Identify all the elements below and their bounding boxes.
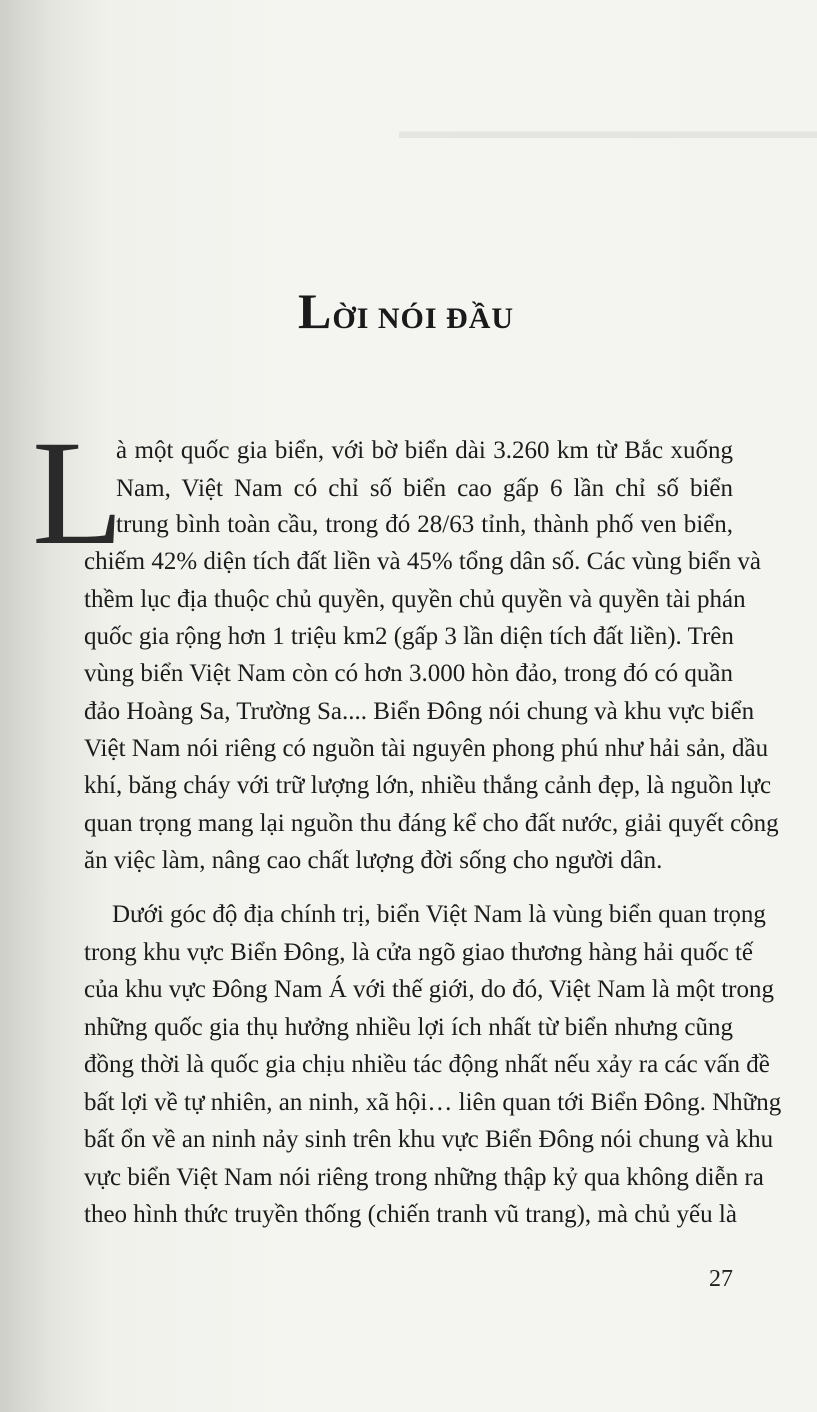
text-line: Dưới góc độ địa chính trị, biển Việt Nam là vùng biển quan trọng: [112, 901, 766, 928]
text-line: vực biển Việt Nam nói riêng trong những thập kỷ qua không diễn ra: [84, 1164, 764, 1191]
text-line: đồng thời là quốc gia chịu nhiều tác động nhất nếu xảy ra các vấn đề: [84, 1051, 770, 1078]
text-line: quốc gia rộng hơn 1 triệu km2 (gấp 3 lần diện tích đất liền). Trên: [84, 623, 734, 650]
text-line: thềm lục địa thuộc chủ quyền, quyền chủ quyền và quyền tài phán: [84, 586, 746, 613]
show-through-texture: ▬▬▬▬▬▬▬▬▬▬▬▬▬▬▬▬▬▬▬: [399, 118, 817, 143]
text-line: Nam, Việt Nam có chỉ số biển cao gấp 6 lần chỉ số biển: [116, 475, 733, 502]
text-line: à một quốc gia biển, với bờ biển dài 3.260 km từ Bắc xuống: [116, 437, 733, 464]
chapter-title: LỜI NÓI ĐẦU: [298, 283, 515, 339]
text-line: theo hình thức truyền thống (chiến tranh vũ trang), mà chủ yếu là: [84, 1201, 737, 1228]
text-line: quan trọng mang lại nguồn thu đáng kể cho đất nước, giải quyết công: [84, 810, 779, 837]
text-line: trung bình toàn cầu, trong đó 28/63 tỉnh, thành phố ven biển,: [116, 511, 733, 538]
text-line: bất ổn về an ninh nảy sinh trên khu vực Biển Đông nói chung và khu: [84, 1126, 774, 1153]
text-line: khí, băng cháy với trữ lượng lớn, nhiều thắng cảnh đẹp, là nguồn lực: [84, 772, 772, 799]
text-line: chiếm 42% diện tích đất liền và 45% tổng dân số. Các vùng biển và: [84, 548, 761, 575]
text-line: những quốc gia thụ hưởng nhiều lợi ích nhất từ biển nhưng cũng: [84, 1014, 733, 1041]
text-line: của khu vực Đông Nam Á với thế giới, do đó, Việt Nam là một trong: [84, 976, 775, 1003]
page-number: 27: [709, 1266, 733, 1292]
text-line: ăn việc làm, nâng cao chất lượng đời sống cho người dân.: [84, 847, 663, 874]
text-line: Việt Nam nói riêng có nguồn tài nguyên phong phú như hải sản, dầu: [84, 735, 769, 762]
drop-cap: L: [32, 410, 124, 576]
text-line: đảo Hoàng Sa, Trường Sa.... Biển Đông nói chung và khu vực biển: [84, 698, 755, 725]
text-line: trong khu vực Biển Đông, là cửa ngõ giao thương hàng hải quốc tế: [84, 939, 754, 966]
text-line: vùng biển Việt Nam còn có hơn 3.000 hòn đảo, trong đó có quần: [84, 660, 733, 687]
text-line: bất lợi về tự nhiên, an ninh, xã hội… liên quan tới Biển Đông. Những: [84, 1089, 782, 1116]
